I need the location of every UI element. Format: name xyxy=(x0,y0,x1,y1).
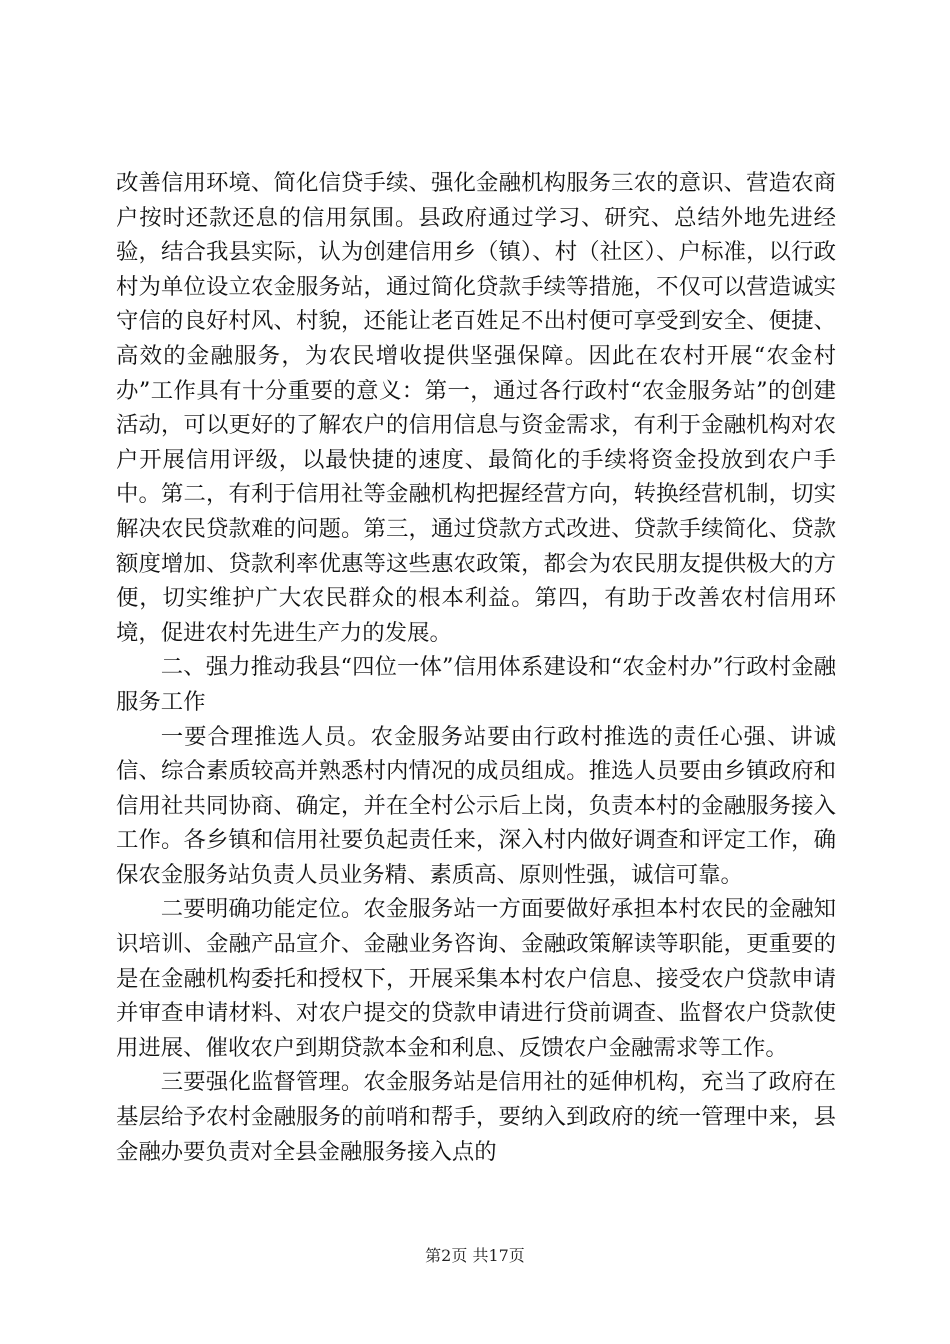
paragraph-function: 二要明确功能定位。农金服务站一方面要做好承担本村农民的金融知识培训、金融产品宣介、金融业务咨询、金融政策解读等职能，更重要的是在金融机构委托和授权下，开展采集本村农户信息、接受农户贷款申请并审查申请材料、对农户提交的贷款申请进行贷前调查、监督农户贷款使用进展、催收农户到期贷款本金和利息、反馈农户金融需求等工作。 xyxy=(116,896,836,1061)
paragraph-supervision: 三要强化监督管理。农金服务站是信用社的延伸机构，充当了政府在基层给予农村金融服务的前哨和帮手，要纳入到政府的统一管理中来，县金融办要负责对全县金融服务接入点的 xyxy=(116,1069,836,1165)
document-body xyxy=(116,166,836,1169)
paragraph-continuation: 改善信用环境、简化信贷手续、强化金融机构服务三农的意识、营造农商户按时还款还息的信用氛围。县政府通过学习、研究、总结外地先进经验，结合我县实际，认为创建信用乡（镇）、村（社区）、户标准，以行政村为单位设立农金服务站，通过简化贷款手续等措施，不仅可以营造诚实守信的良好村风、村貌，还能让老百姓足不出村便可享受到安全、便捷、高效的金融服务，为农民增收提供坚强保障。因此在农村开展“农金村办”工作具有十分重要的意义：第一，通过各行政村“农金服务站”的创建活动，可以更好的了解农户的信用信息与资金需求，有利于金融机构对农户开展信用评级，以最快捷的速度、最简化的手续将资金投放到农户手中。第二，有利于信用社等金融机构把握经营方向，转换经营机制，切实解决农民贷款难的问题。第三，通过贷款方式改进、贷款手续简化、贷款额度增加、贷款利率优惠等这些惠农政策，都会为农民朋友提供极大的方便，切实维护广大农民群众的根本利益。第四，有助于改善农村信用环境，促进农村先进生产力的发展。 xyxy=(116,170,836,646)
page-number-label: 第2页 共17页 xyxy=(425,1246,525,1265)
paragraph-personnel: 一要合理推选人员。农金服务站要由行政村推选的责任心强、讲诚信、综合素质较高并熟悉村内情况的成员组成。推选人员要由乡镇政府和信用社共同协商、确定，并在全村公示后上岗，负责本村的金融服务接入工作。各乡镇和信用社要负起责任来，深入村内做好调查和评定工作，确保农金服务站负责人员业务精、素质高、原则性强，诚信可靠。 xyxy=(116,723,836,888)
section-heading: 二、强力推动我县“四位一体”信用体系建设和“农金村办”行政村金融服务工作 xyxy=(116,654,836,715)
page-footer xyxy=(0,1246,950,1266)
